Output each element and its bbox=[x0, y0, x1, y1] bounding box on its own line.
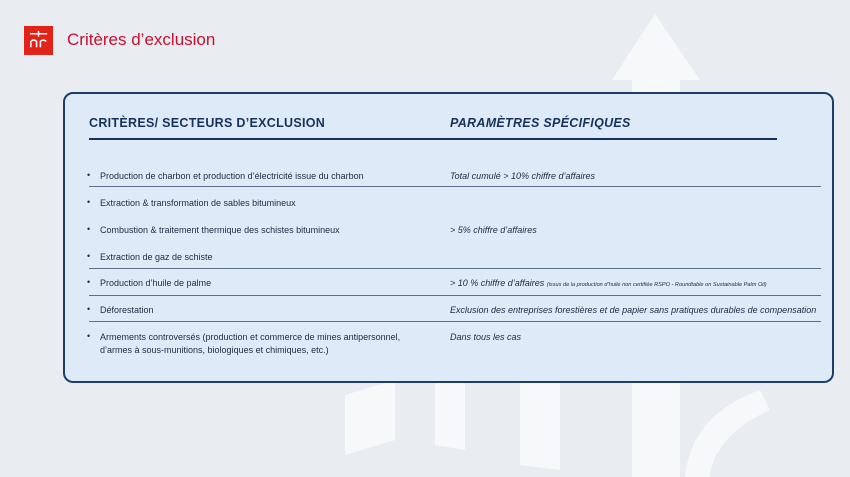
criterion-text: Extraction de gaz de schiste bbox=[100, 252, 213, 262]
bullet-icon: • bbox=[87, 251, 91, 261]
criterion-text: Production d’huile de palme bbox=[100, 278, 212, 288]
parameter-main: > 10 % chiffre d’affaires bbox=[450, 278, 545, 288]
bullet-icon: • bbox=[87, 304, 91, 314]
bullet-icon: • bbox=[87, 197, 91, 207]
parameter-text: Exclusion des entreprises forestières et de papier sans pratiques durables de compensation bbox=[450, 305, 817, 315]
row-divider bbox=[89, 321, 821, 322]
column-header-criteria: CRITÈRES/ SECTEURS D’EXCLUSION bbox=[89, 116, 326, 130]
bullet-icon: • bbox=[87, 331, 91, 341]
criterion-text: Armements controversés (production et commerce de mines antipersonnel, d’armes à sous-munitions, biologiques et chimiques, etc.) bbox=[100, 332, 401, 355]
parameter-text: Total cumulé > 10% chiffre d’affaires bbox=[450, 171, 595, 181]
row-divider bbox=[89, 186, 821, 187]
column-header-parameters: PARAMÈTRES SPÉCIFIQUES bbox=[450, 116, 631, 130]
logo-icon bbox=[27, 29, 50, 52]
parameter-text bbox=[450, 277, 767, 292]
bullet-icon: • bbox=[87, 277, 91, 287]
bullet-icon: • bbox=[87, 170, 91, 180]
bullet-icon: • bbox=[87, 224, 91, 234]
header-divider bbox=[89, 138, 777, 140]
criterion-text: Combustion & traitement thermique des schistes bitumineux bbox=[100, 225, 340, 235]
criterion-text: Production de charbon et production d’électricité issue du charbon bbox=[100, 171, 364, 181]
parameter-text: Dans tous les cas bbox=[450, 332, 522, 342]
row-divider bbox=[89, 295, 821, 296]
criterion-text: Extraction & transformation de sables bitumineux bbox=[100, 198, 296, 208]
exclusion-criteria-panel bbox=[63, 92, 834, 383]
page-title: Critères d’exclusion bbox=[67, 30, 216, 49]
company-logo bbox=[24, 26, 53, 55]
parameter-note: (issus de la production d’huile non certifiée RSPO - Roundtable on Sustainable Palm Oil) bbox=[546, 282, 767, 288]
parameter-text: > 5% chiffre d’affaires bbox=[450, 225, 537, 235]
criterion-text: Déforestation bbox=[100, 305, 154, 315]
row-divider bbox=[89, 268, 821, 269]
